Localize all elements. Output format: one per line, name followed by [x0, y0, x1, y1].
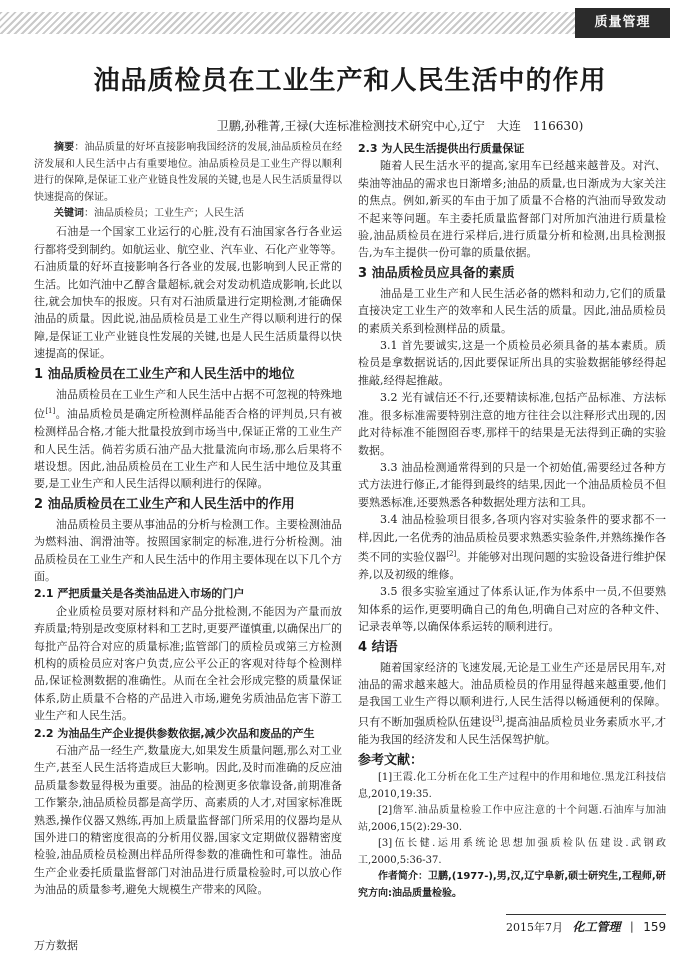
section-3-4-text-b: 。并能够对出现问题的实验设备进行维护保养,以及初级的维修。	[358, 550, 667, 581]
section-3-5-paragraph: 3.5 很多实验室通过了体系认证,作为体系中一员,不但要熟知体系的运作,更要明确自己的角色,明确自己对应的各种文件、记录表单等,以确保体系运转的顺利进行。	[358, 585, 666, 634]
left-column	[34, 140, 342, 899]
section-3-paragraph: 油品是工业生产和人民生活必备的燃料和动力,它们的质量直接决定工业生产的效率和人民生活的质量。因此,油品质检员的素质关系到检测样品的质量。	[358, 286, 666, 335]
page-number: 159	[643, 919, 667, 934]
keywords-text: ：油品质检员；工业生产；人民生活	[84, 208, 244, 220]
issue-date: 2015年7月	[506, 920, 563, 934]
citation-1: [1]	[45, 407, 56, 416]
banner-hatch	[0, 12, 575, 34]
section-4-text-b: ,提高油品质检员业务素质水平,才能为我国的经济发和人民生活保驾护航。	[358, 715, 667, 746]
keywords	[34, 206, 342, 222]
abstract-label: 摘要	[54, 142, 75, 153]
section-2-2-heading: 2.2 为油品生产企业提供参数依据,减少次品和废品的产生	[34, 726, 315, 740]
citation-3: [3]	[492, 714, 503, 723]
reference-2: [2]詹军.油品质量检验工作中应注意的十个问题.石油库与加油站,2006,15(2):29-30.	[358, 805, 666, 833]
section-2-3-paragraph: 随着人民生活水平的提高,家用车已经越来越普及。对汽、柴油等油品的需求也日渐增多;油品的质量,也日渐成为大家关注的焦点。例如,新买的车由于加了质量不合格的汽油而导致发动不起来等问题。车主委托质量监督部门对所加汽油进行质量检验,油品质检员在进行采样后,进行质量分析和检测,出具检测报告,为车主提供一份可靠的质量依据。	[358, 159, 666, 260]
source-watermark: 万方数据	[34, 939, 78, 952]
section-3-3-paragraph: 3.3 油品检测通常得到的只是一个初始值,需要经过各种方式方法进行修正,才能得到最终的结果,因此一个油品质检员不但要熟悉标准,还要熟悉各种数据处理方法和工具。	[358, 460, 666, 509]
section-3-2-paragraph: 3.2 光有诚信还不行,还要精读标准,包括产品标准、方法标准。很多标准需要特别注意的地方往往会以注释形式出现的,因此对待标准不能囫囵吞枣,那样干的结果是无法得到正确的实验数据。	[358, 391, 666, 457]
section-2-3-heading: 2.3 为人民生活提供出行质量保证	[358, 142, 525, 155]
reference-1: [1]王霞.化工分析在化工生产过程中的作用和地位.黑龙江科技信息,2010,19:35.	[358, 772, 666, 800]
article-authors: 卫鹏,孙稚菁,王禄(大连标准检测技术研究中心,辽宁 大连 116630)	[216, 119, 584, 133]
keywords-label: 关键词	[54, 208, 84, 220]
right-column	[358, 140, 666, 902]
references-heading: 参考文献：	[358, 753, 424, 769]
citation-2: [2]	[446, 549, 457, 558]
reference-3: [3]伍长健.运用系统论思想加强质检队伍建设.武钢政工,2000,5:36-37.	[358, 838, 666, 866]
section-1-text-a: 油品质检员在工业生产和人民生活中占据不可忽视的特殊地位	[34, 387, 342, 421]
section-1-text-b: 。油品质检员是确定所检测样品能否合格的评判员,只有被检测样品合格,才能大批量投放到市场当中,保证正常的工业生产和人民生活。倘若劣质石油产品大批量流向市场,那么后果将不堪设想。因此,油品质检员在工业生产和人民生活中地位及其重要,是工业生产和人民生活得以顺利进行的保障。	[34, 407, 343, 491]
section-3-4-text-a: 3.4 油品检验项目很多,各项内容对实验条件的要求都不一样,因此,一名优秀的油品质检员要求熟悉实验条件,并熟练操作各类不同的实验仪器	[358, 513, 666, 564]
journal-name: 化工管理	[572, 920, 621, 934]
section-2-heading: 2 油品质检员在工业生产和人民生活中的作用	[34, 496, 295, 512]
top-banner	[0, 8, 700, 38]
section-4-text-a: 随着国家经济的飞速发展,无论是工业生产还是居民用车,对油品的需求越来越大。油品质检员的作用显得越来越重要,他们是我国工业生产得以顺利进行,人民生活得以畅通便利的保障。只有不断加强质检队伍建设	[358, 660, 666, 729]
section-3-heading: 3 油品质检员应具备的素质	[358, 265, 515, 281]
section-2-1-paragraph: 企业质检员要对原材料和产品分批检测,不能因为产量而放弃质量;特别是改变原材料和工艺时,更要严谨慎重,以确保出厂的每批产品符合对应的质量标准;监管部门的质检员或第三方检测机构的质检员应对客户负责,应公平公正的客观对待每个检测样品,保证检测数据的准确性。从而在全社会形成完整的质量保证体系,防止质量不合格的产品进入市场,避免劣质油品危害下游工业生产和人民生活。	[34, 604, 342, 723]
intro-paragraph: 石油是一个国家工业运行的心脏,没有石油国家各行各业运行都将受到制约。如航运业、航空业、汽车业、石化产业等等。石油质量的好坏直接影响各行各业的发展,也影响到人民正常的生活。比如汽油中乙醇含量超标,就会对发动机造成影响,长此以往,就会加快车的报废。只有对石油质量进行定期检测,才能确保油品的质量。因此说,油品质检员是工业生产得以顺利进行的保障,是保证工业产业链良性发展的关键,也是人民生活质量得以快速提高的保证。	[34, 225, 342, 361]
section-2-1-heading: 2.1 严把质量关是各类油品进入市场的门户	[34, 587, 245, 601]
section-1-heading: 1 油品质检员在工业生产和人民生活中的地位	[34, 366, 295, 382]
section-4-paragraph	[358, 659, 666, 749]
article-title: 油品质检员在工业生产和人民生活中的作用	[93, 66, 607, 96]
section-3-4-paragraph	[358, 511, 666, 583]
abstract	[34, 140, 342, 206]
footer-rule	[506, 914, 666, 915]
section-2-2-paragraph: 石油产品一经生产,数量庞大,如果发生质量问题,那么对工业生产,甚至人民生活将造成巨大影响。因此,及时而准确的反应油品质量参数显得极为重要。油品的检测更多依靠设备,前期准备工作繁杂,油品质检员都是高学历、高素质的人才,对国家标准既熟悉,操作仪器又熟练,再加上质量监督部门所采用的仪器均是从国外进口的精密度很高的分析用仪器,国家文定期做仪器精密度检验,油品质检员检测出样品所得参数的准确性和可靠性。油品生产企业委托质量监督部门对油品进行质量检验时,可以放心作为油品的质量参考,避免大规模生产带来的风险。	[34, 744, 342, 897]
section-4-heading: 4 结语	[358, 639, 398, 655]
page-footer	[506, 918, 666, 936]
section-1-paragraph	[34, 386, 342, 493]
abstract-text: ：油品质量的好坏直接影响我国经济的发展,油品质检员在经济发展和人民生活中占有重要地位。油品质检员是工业生产得以顺利进行的保障,是保证工业产业链良性发展的关键,也是人民生活质量得以快速提高的保证。	[34, 142, 342, 203]
author-bio: 作者简介：卫鹏,(1977-),男,汉,辽宁阜新,硕士研究生,工程师,研究方向:油品质量检验。	[358, 871, 666, 899]
section-3-1-paragraph: 3.1 首先要诚实,这是一个质检员必须具备的基本素质。质检员是拿数据说话的,因此要保证所出具的实验数据能够经得起推敲,经得起推敲。	[358, 339, 666, 387]
section-2-paragraph: 油品质检员主要从事油品的分析与检测工作。主要检测油品为燃料油、润滑油等。按照国家制定的标准,进行分析检测。油品质检员在工业生产和人民生活中的作用主要体现在以下几个方面。	[34, 517, 342, 583]
section-tag: 质量管理	[575, 8, 670, 38]
footer-divider: |	[630, 920, 634, 933]
